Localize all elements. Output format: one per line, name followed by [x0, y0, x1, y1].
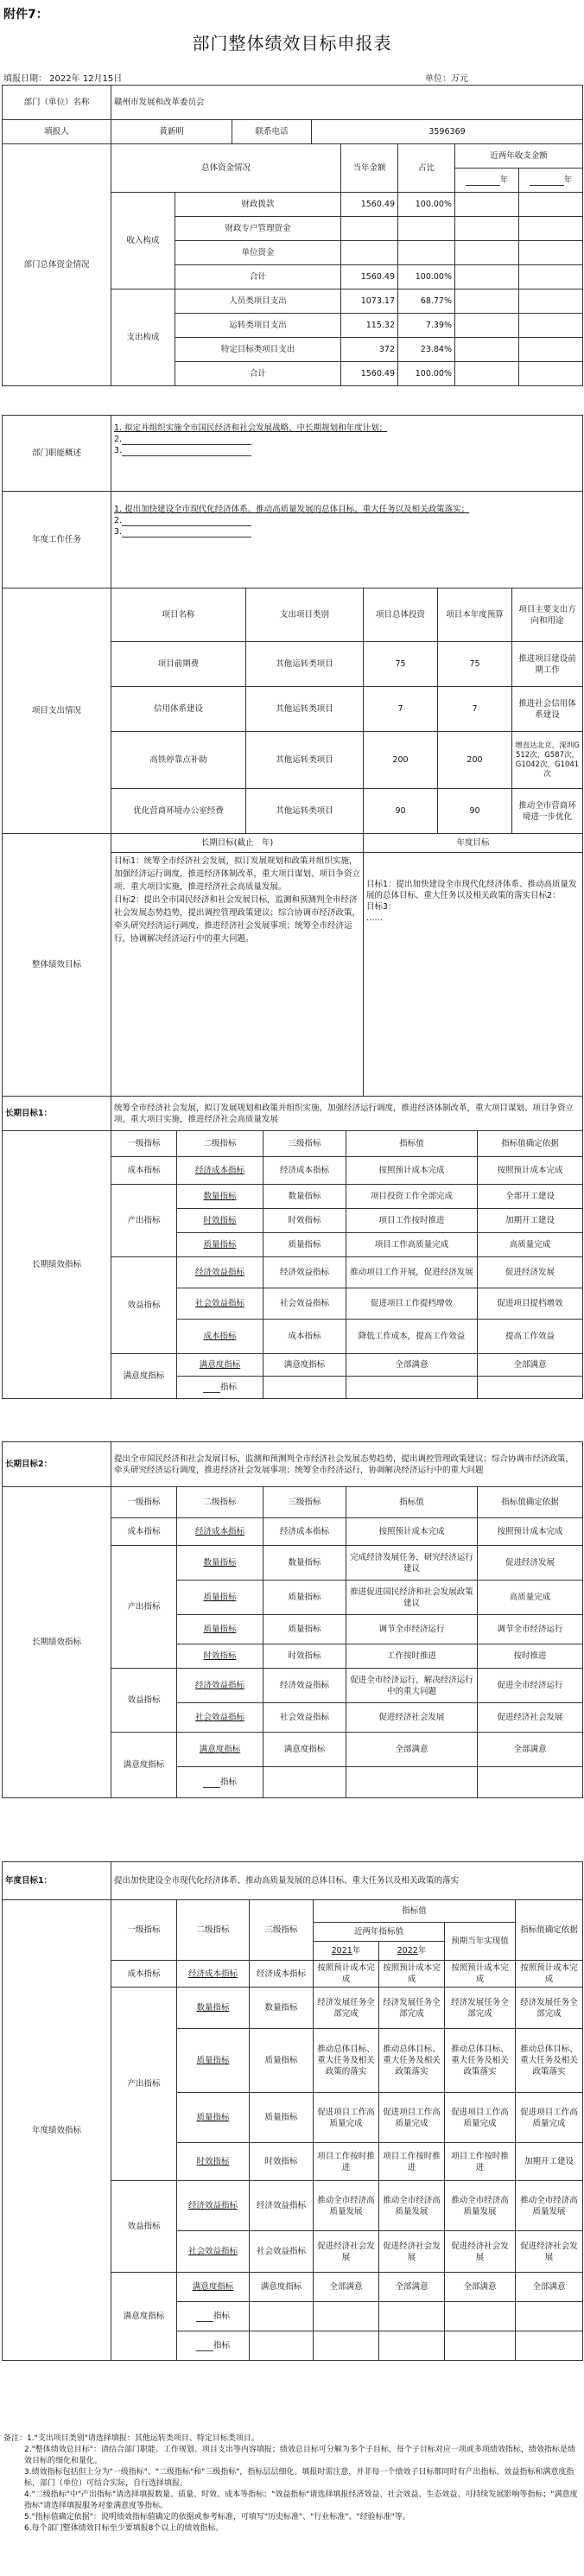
project-header: 项目本年度预算	[438, 588, 512, 642]
l3-cell	[263, 1767, 346, 1798]
project-header: 支出项目类别	[246, 588, 364, 642]
annual-task-content	[111, 492, 583, 588]
l1-cell: 产出指标	[111, 1185, 177, 1257]
duties-table	[2, 415, 583, 588]
note-line: 3.绩效指标包括但上分为"一级指标"、"二级指标"和"三级指标"，指标层层细化。填报时需注意，并非每一个绩效子目标都同时有产出指标、效益指标和满意度指标，部门（单位）可结合实际，自行选择填报。	[24, 2468, 574, 2488]
fund-row-ratio: 100.00%	[398, 362, 455, 386]
l1-cell: 效益指标	[111, 2181, 177, 2273]
l3-cell: 成本指标	[263, 1320, 346, 1354]
project-use: 推动全市营商环境进一步优化	[512, 789, 583, 834]
l2-cell: 数量指标	[177, 1185, 263, 1209]
project-budget: 7	[438, 687, 512, 732]
value-cell: 推动项目工作开展，促进经济发展	[346, 1257, 478, 1288]
col-header: 指标值确定依据	[478, 1487, 583, 1518]
col-header: 指标值	[346, 1131, 478, 1157]
fund-row-amount: 1560.49	[341, 265, 398, 289]
basis-cell: 提高工作效益	[478, 1320, 583, 1354]
fund-row-name: 运转类项目支出	[175, 314, 341, 338]
fill-date-value: 2022年 12月15日	[49, 74, 123, 84]
l3-cell: 质量指标	[263, 1233, 346, 1257]
l3-cell: 经济效益指标	[263, 1257, 346, 1288]
filler-name: 黄新明	[111, 120, 232, 144]
basis-cell: 全部开工建设	[478, 1185, 583, 1209]
funds-section-label: 部门总体资金情况	[3, 144, 111, 386]
project-header: 项目主要支出方向和用途	[512, 588, 583, 642]
annual-goal-header: 年度目标	[364, 834, 583, 853]
basis-cell: 按照预计成本完成	[478, 1157, 583, 1185]
fund-row-amount: 1560.49	[341, 193, 398, 217]
l2-cell: 数量指标	[177, 1546, 263, 1581]
y2-cell: 经济发展任务全部完成	[379, 1988, 445, 2029]
l2-cell: 经济成本指标	[177, 1157, 263, 1185]
l2-cell: 满意度指标	[177, 2273, 250, 2302]
l2-cell: 社会效益指标	[177, 2231, 250, 2273]
project-name: 高铁停靠点补助	[111, 732, 246, 789]
duties-line: 3.	[114, 445, 580, 456]
basis-cell: 促进经济发展	[478, 1546, 583, 1581]
project-total: 7	[364, 687, 438, 732]
value-cell: 项目工作按时推进	[346, 1209, 478, 1233]
value-cell: 全部满意	[346, 1733, 478, 1767]
long-goal-1-title: 长期目标1：	[3, 1097, 111, 1131]
l3-cell: 满意度指标	[263, 1733, 346, 1767]
long-goal-text: 目标1：统筹全市经济社会发展，拟订发展规划和政策并组织实施，加强经济运行调度，推进经济体制改革，重大项目谋划、项目争资立项、重大项目实施，推进经济社会高质量发展。 目标2：提出全市国民经济和社会发展目标，监测和预测判全市经济社会发展态势趋势，提出调控管理政策建议；综合协调市经济政策，牵头研究经济运行调度，推进经济社会发展事项；统筹全市经济运行，协调解决经济运行中的重大问题。	[111, 853, 364, 1097]
l3-cell: 满意度指标	[263, 1354, 346, 1377]
l3-cell: 经济成本指标	[250, 1961, 314, 1988]
fund-row-name: 合计	[175, 362, 341, 386]
l2-cell: 时效指标	[177, 1644, 263, 1669]
fund-row-ratio: 7.39%	[398, 314, 455, 338]
expected-cell: 经济发展任务全部完成	[445, 1988, 516, 2029]
value-cell	[346, 1377, 478, 1399]
y1-cell: 按照预计成本完成	[314, 1961, 379, 1988]
value-cell: 促进经济社会发展	[346, 1703, 478, 1733]
duties-content	[111, 416, 583, 492]
col-header: 近两年指标值	[314, 1923, 445, 1942]
l3-cell: 时效指标	[250, 2143, 314, 2181]
y1-cell: 推动总体目标、重大任务及相关政策的落实	[314, 2029, 379, 2093]
l1-cell: 产出指标	[111, 1988, 177, 2181]
fund-row-ratio: 100.00%	[398, 193, 455, 217]
l2-cell: 成本指标	[177, 1320, 263, 1354]
value-cell: 工作按时推进	[346, 1644, 478, 1669]
fund-row-ratio: 23.84%	[398, 338, 455, 362]
dept-name: 赣州市发展和改革委员会	[111, 86, 583, 120]
fund-row-ratio: 100.00%	[398, 265, 455, 289]
y2-cell: 促进经济社会发展	[379, 2231, 445, 2273]
l2-cell: 质量指标	[177, 1581, 263, 1615]
basis-cell: 按照预计成本完成	[516, 1961, 583, 1988]
basis-cell: 促进项目提档增效	[478, 1288, 583, 1320]
l1-cell: 成本指标	[111, 1518, 177, 1546]
value-cell: 完成经济发展任务，研究经济运行建议	[346, 1546, 478, 1581]
project-header: 项目名称	[111, 588, 246, 642]
l2-cell: 经济成本指标	[177, 1518, 263, 1546]
fill-date	[3, 71, 122, 84]
expected-cell: 促进项目工作高质量完成	[445, 2093, 516, 2143]
fill-date-label: 填报日期：	[3, 74, 47, 84]
project-use: 增直达北京，深圳G512次，G587次，G1042次，G1041次	[512, 732, 583, 789]
project-use: 推进社会信用体系建设	[512, 687, 583, 732]
funds-year2-header: 年	[519, 169, 583, 193]
duties-line: 2.	[114, 434, 580, 445]
l1-cell: 成本指标	[111, 1961, 177, 1988]
fund-row-name: 单位资金	[175, 241, 341, 265]
project-budget: 75	[438, 642, 512, 687]
projects-table	[2, 588, 583, 834]
annual-goal-1-desc: 提出加快建设全市现代化经济体系、推动高质量发展的总体目标、重大任务以及相关政策的落实	[111, 1862, 583, 1900]
project-budget: 200	[438, 732, 512, 789]
annual-task-label: 年度工作任务	[3, 492, 111, 588]
col-header: 指标值	[314, 1900, 516, 1923]
col-header: 指标值确定依据	[516, 1900, 583, 1961]
l2-cell: 指标	[177, 2302, 250, 2331]
l3-cell: 质量指标	[263, 1615, 346, 1644]
fund-row-ratio	[398, 217, 455, 241]
project-category: 其他运转类项目	[246, 789, 364, 834]
note-line: 备注：1."支出项目类别"请选择填报：其他运转类项目、特定目标类项目。	[3, 2434, 259, 2443]
fund-row-ratio: 68.77%	[398, 289, 455, 314]
l3-cell: 经济成本指标	[263, 1157, 346, 1185]
filler-label: 填报人	[3, 120, 111, 144]
l3-cell: 经济效益指标	[263, 1669, 346, 1703]
l3-cell: 经济成本指标	[263, 1518, 346, 1546]
basis-cell: 促进全市经济运行	[478, 1669, 583, 1703]
col-header: 一级指标	[111, 1900, 177, 1961]
y2-cell: 按照预计成本完成	[379, 1961, 445, 1988]
expense-label: 支出构成	[111, 289, 175, 386]
overall-goal-label: 整体绩效目标	[3, 834, 111, 1097]
y1-cell: 项目工作按时推进	[314, 2143, 379, 2181]
col-header: 预期当年实现值	[445, 1923, 516, 1961]
value-cell: 项目投资工作全部完成	[346, 1185, 478, 1209]
expected-cell: 促进经济社会发展	[445, 2231, 516, 2273]
fund-row-amount	[341, 217, 398, 241]
basis-cell: 加期开工建设	[478, 1209, 583, 1233]
project-header: 项目总体投资	[364, 588, 438, 642]
l2-cell: 数量指标	[177, 1988, 250, 2029]
fund-row-name: 特定目标类项目支出	[175, 338, 341, 362]
attachment-label: 附件7：	[3, 8, 48, 22]
note-line: 6.每个部门整体绩效目标至少要填报8个以上的绩效指标。	[24, 2524, 224, 2533]
col-header: 三级指标	[263, 1487, 346, 1518]
long-goal-header: 长期目标(截止 年)	[111, 834, 364, 853]
l3-cell: 时效指标	[263, 1209, 346, 1233]
col-header: 一级指标	[111, 1487, 177, 1518]
duties-line: 1. 拟定并组织实施全市国民经济和社会发展战略、中长期规划和年度计划；	[114, 423, 388, 433]
l3-cell: 社会效益指标	[250, 2231, 314, 2273]
fund-row-name: 财政拨款	[175, 193, 341, 217]
value-cell	[346, 1767, 478, 1798]
l3-cell: 数量指标	[263, 1185, 346, 1209]
l2-cell: 满意度指标	[177, 1354, 263, 1377]
basic-info-table	[2, 85, 583, 144]
l2-cell: 社会效益指标	[177, 1288, 263, 1320]
overall-goal-table	[2, 833, 583, 1097]
basis-cell	[478, 1377, 583, 1399]
y2-cell: 推动总体目标、重大任务及相关政策落实	[379, 2029, 445, 2093]
year1-header: 2021年	[314, 1942, 379, 1961]
expected-cell: 项目工作按时推进	[445, 2143, 516, 2181]
basis-cell: 促进经济社会发展	[516, 2231, 583, 2273]
project-name: 项目前期费	[111, 642, 246, 687]
expected-cell: 推动总体目标、重大任务及相关政策落实	[445, 2029, 516, 2093]
l3-cell: 数量指标	[263, 1546, 346, 1581]
funds-ratio-header: 占比	[398, 144, 455, 193]
l2-cell: 经济成本指标	[177, 1961, 250, 1988]
note-line: 2."整体绩效总目标"：请结合部门职能、工作规划、项目支出等内容填报；绩效总目标可分解为多个子目标，每个子目标对应一项或多项绩效指标，绩效指标是绩效目标的细化和量化。	[24, 2446, 575, 2465]
l2-cell: 时效指标	[177, 1209, 263, 1233]
basis-cell: 经济发展任务全部完成	[516, 1988, 583, 2029]
fund-row-name: 财政专户管理资金	[175, 217, 341, 241]
value-cell: 促进全市经济运行，解决经济运行中的重大问题	[346, 1669, 478, 1703]
project-name: 优化营商环境办公室经费	[111, 789, 246, 834]
project-name: 信用体系建设	[111, 687, 246, 732]
col-header: 指标值确定依据	[478, 1131, 583, 1157]
long-goal-1-desc: 统筹全市经济社会发展，拟订发展规划和政策并组织实施，加强经济运行调度，推进经济体制改革，重大项目谋划、项目争资立项、重大项目实施，推进经济社会高质量发展	[111, 1097, 583, 1131]
col-header: 指标值	[346, 1487, 478, 1518]
basis-cell: 高质量完成	[478, 1581, 583, 1615]
value-cell: 降低工作成本，提高工作效益	[346, 1320, 478, 1354]
l3-cell: 经济效益指标	[250, 2181, 314, 2231]
l2-cell: 社会效益指标	[177, 1703, 263, 1733]
fund-row-amount: 372	[341, 338, 398, 362]
col-header: 一级指标	[111, 1131, 177, 1157]
long-goal-2-side: 长期绩效指标	[3, 1487, 111, 1798]
fund-row-name: 人员类项目支出	[175, 289, 341, 314]
fund-row-amount: 115.32	[341, 314, 398, 338]
annual-goal-1-side: 年度绩效指标	[3, 1900, 111, 2361]
l3-cell: 数量指标	[250, 1988, 314, 2029]
expected-cell: 全部满意	[445, 2273, 516, 2302]
l3-cell	[263, 1377, 346, 1399]
value-cell: 全部满意	[346, 1354, 478, 1377]
value-cell: 推进促进国民经济和社会发展政策建议	[346, 1581, 478, 1615]
long-goal-2-table	[2, 1441, 583, 1798]
l1-cell: 效益指标	[111, 1669, 177, 1733]
funds-amount-header: 当年金额	[341, 144, 398, 193]
l1-cell: 效益指标	[111, 1257, 177, 1354]
basis-cell: 推动全市经济高质量发展	[516, 2181, 583, 2231]
long-goal-2-desc: 提出全市国民经济和社会发展目标，监测和预测判全市经济社会发展态势趋势，提出调控管理政策建议；综合协调市经济政策，牵头研究经济运行调度，推进经济社会发展事项；统筹全市经济运行，协调解决经济运行中的重大问题	[111, 1442, 583, 1487]
annual-task-line: 1. 提出加快建设全市现代化经济体系、推动高质量发展的总体目标、重大任务以及相关政策落实；	[114, 505, 470, 514]
y1-cell: 推动全市经济高质量发展	[314, 2181, 379, 2231]
projects-label: 项目支出情况	[3, 588, 111, 834]
annual-goal-1-title: 年度目标1：	[3, 1862, 111, 1900]
project-use: 推进项目建设前期工作	[512, 642, 583, 687]
l2-cell: 经济效益指标	[177, 1669, 263, 1703]
l3-cell: 质量指标	[263, 1581, 346, 1615]
note-line: 4."二级指标"中"产出指标"请选择填报数量、质量、时效、成本等指标；"效益指标"请选择填报经济效益、社会效益、生态效益、可持续发展影响等指标；"满意度指标"请选择填报服务对象满意度等指标。	[24, 2490, 578, 2510]
col-header: 二级指标	[177, 1487, 263, 1518]
project-budget: 90	[438, 789, 512, 834]
l3-cell: 满意度指标	[250, 2273, 314, 2302]
project-total: 75	[364, 642, 438, 687]
basis-cell: 全部满意	[478, 1354, 583, 1377]
l1-cell: 产出指标	[111, 1546, 177, 1669]
long-goal-1-side: 长期绩效指标	[3, 1131, 111, 1399]
expected-cell: 按照预计成本完成	[445, 1961, 516, 1988]
basis-cell: 高质量完成	[478, 1233, 583, 1257]
fund-row-amount: 1560.49	[341, 362, 398, 386]
l2-cell: 质量指标	[177, 2093, 250, 2143]
l3-cell: 时效指标	[263, 1644, 346, 1669]
project-category: 其他运转类项目	[246, 642, 364, 687]
value-cell: 按照预计成本完成	[346, 1157, 478, 1185]
duties-label: 部门职能概述	[3, 416, 111, 492]
l2-cell: 经济效益指标	[177, 1257, 263, 1288]
basis-cell: 促进项目工作高质量完成	[516, 2093, 583, 2143]
note-line: 5."指标值确定依据"：说明绩效指标值确定的依据或参考标准，可填写"历史标准"、"行业标准"、"经验标准"等。	[24, 2513, 410, 2522]
phone-label: 联系电话	[232, 120, 312, 144]
value-cell: 促进项目工作提档增效	[346, 1288, 478, 1320]
l2-cell: 满意度指标	[177, 1733, 263, 1767]
basis-cell: 调节全市经济运行	[478, 1615, 583, 1644]
col-header: 三级指标	[263, 1131, 346, 1157]
unit-label: 单位：万元	[425, 74, 468, 84]
basis-cell: 按时推进	[478, 1644, 583, 1669]
y1-cell: 促进项目工作高质量完成	[314, 2093, 379, 2143]
l2-cell: 质量指标	[177, 1233, 263, 1257]
funds-year1-header: 年	[455, 169, 519, 193]
l3-cell: 社会效益指标	[263, 1703, 346, 1733]
long-goal-1-table	[2, 1096, 583, 1399]
l1-cell: 满意度指标	[111, 1733, 177, 1798]
basis-cell	[478, 1767, 583, 1798]
y1-cell: 全部满意	[314, 2273, 379, 2302]
annual-task-line: 2.	[114, 515, 580, 526]
l2-cell: 指标	[177, 1377, 263, 1399]
y2-cell: 全部满意	[379, 2273, 445, 2302]
dept-label: 部门（单位）名称	[3, 86, 111, 120]
l2-cell: 质量指标	[177, 1615, 263, 1644]
y2-cell: 推动全市经济高质量发展	[379, 2181, 445, 2231]
l3-cell: 质量指标	[250, 2093, 314, 2143]
funds-total-label: 总体资金情况	[111, 144, 341, 193]
value-cell: 调节全市经济运行	[346, 1615, 478, 1644]
annual-task-line: 3.	[114, 526, 580, 537]
l2-cell: 时效指标	[177, 2143, 250, 2181]
fund-row-ratio	[398, 241, 455, 265]
l1-cell: 成本指标	[111, 1157, 177, 1185]
value-cell: 按照预计成本完成	[346, 1518, 478, 1546]
project-category: 其他运转类项目	[246, 687, 364, 732]
fund-row-y1	[455, 193, 519, 217]
project-category: 其他运转类项目	[246, 732, 364, 789]
l2-cell: 指标	[177, 1767, 263, 1798]
fund-row-amount: 1073.17	[341, 289, 398, 314]
y2-cell: 项目工作按时推进	[379, 2143, 445, 2181]
col-header: 二级指标	[177, 1131, 263, 1157]
expected-cell: 推动全市经济高质量发展	[445, 2181, 516, 2231]
l3-cell: 社会效益指标	[263, 1288, 346, 1320]
basis-cell: 促进经济社会发展	[478, 1703, 583, 1733]
l2-cell: 指标	[177, 2331, 250, 2361]
l2-cell: 经济效益指标	[177, 2181, 250, 2231]
funds-table	[2, 143, 583, 386]
year2-header: 2022年	[379, 1942, 445, 1961]
funds-recent-header: 近两年收支金额	[455, 144, 583, 169]
phone-value: 3596369	[312, 120, 583, 144]
basis-cell: 全部满意	[516, 2273, 583, 2302]
basis-cell: 推动总体目标、重大任务及相关政策落实	[516, 2029, 583, 2093]
project-total: 200	[364, 732, 438, 789]
project-total: 90	[364, 789, 438, 834]
income-label: 收入构成	[111, 193, 175, 289]
basis-cell: 全部满意	[478, 1733, 583, 1767]
annual-goal-text: 目标1：提出加快建设全市现代化经济体系、推动高质量发展的总体目标、重大任务以及相关政策的落实目标2： 目标3： ……	[364, 853, 583, 1097]
annual-goal-1-table	[2, 1861, 583, 2361]
l3-cell: 质量指标	[250, 2029, 314, 2093]
long-goal-2-title: 长期目标2：	[3, 1442, 111, 1487]
col-header: 三级指标	[250, 1900, 314, 1961]
fund-row-amount	[341, 241, 398, 265]
fund-row-name: 合计	[175, 265, 341, 289]
basis-cell: 加期开工建设	[516, 2143, 583, 2181]
col-header: 二级指标	[177, 1900, 250, 1961]
y1-cell: 促进经济社会发展	[314, 2231, 379, 2273]
page-title: 部门整体绩效目标申报表	[192, 33, 392, 54]
fund-row-y2	[519, 193, 583, 217]
notes	[3, 2433, 581, 2535]
l1-cell: 满意度指标	[111, 2273, 177, 2361]
value-cell: 项目工作高质量完成	[346, 1233, 478, 1257]
basis-cell: 按照预计成本完成	[478, 1518, 583, 1546]
y1-cell: 经济发展任务全部完成	[314, 1988, 379, 2029]
basis-cell: 促进经济发展	[478, 1257, 583, 1288]
y2-cell: 促进项目工作高质量完成	[379, 2093, 445, 2143]
l2-cell: 质量指标	[177, 2029, 250, 2093]
l1-cell: 满意度指标	[111, 1354, 177, 1399]
